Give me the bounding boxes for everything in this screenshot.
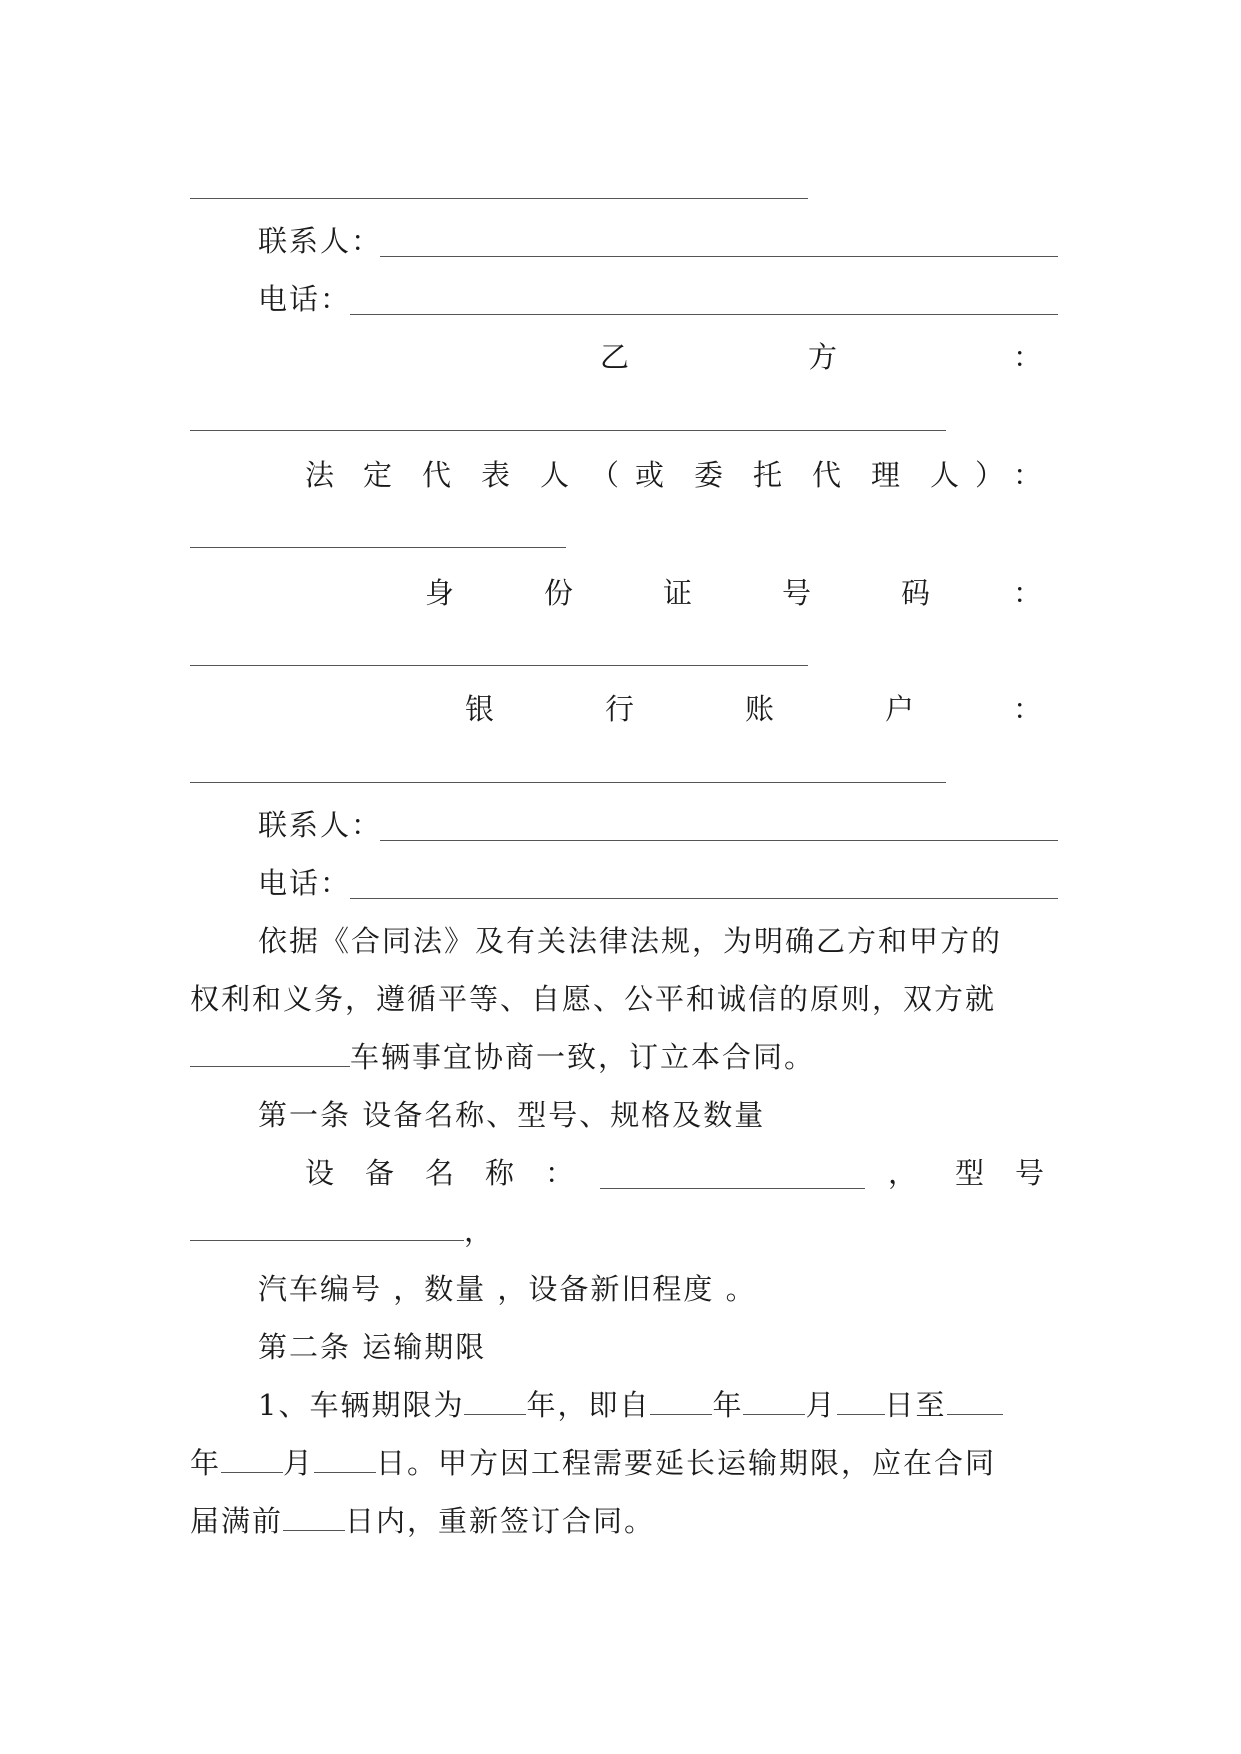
- party-a-phone-label: 电话：: [258, 282, 352, 316]
- party-b-phone-label: 电话：: [258, 866, 352, 900]
- renewal-days-blank: [283, 1506, 345, 1531]
- legal-rep-char: 或: [635, 458, 665, 492]
- id-number-char: 身: [425, 576, 455, 610]
- bank-account-blank: [190, 782, 946, 783]
- equipment-name-comma: ，: [888, 1156, 918, 1190]
- party-a-contact-line: [258, 212, 1058, 270]
- end-year-blank: [947, 1390, 1003, 1415]
- legal-rep-char: （: [590, 458, 620, 492]
- start-day-blank: [837, 1390, 885, 1415]
- model-char: 号: [1015, 1156, 1045, 1190]
- legal-rep-char: 托: [753, 458, 783, 492]
- legal-rep-char: 代: [812, 458, 842, 492]
- id-number-char: ：: [1013, 576, 1043, 610]
- party-b-phone-blank: [350, 898, 1058, 899]
- model-char: 型: [955, 1156, 985, 1190]
- end-month-blank: [221, 1448, 283, 1473]
- id-number-char: 证: [663, 576, 693, 610]
- equipment-name-char: 备: [365, 1156, 395, 1190]
- article-1-heading-text: 第一条 设备名称、型号、规格及数量: [258, 1098, 766, 1132]
- vehicle-info-text: 汽车编号 ，数量 ，设备新旧程度 。: [258, 1272, 757, 1306]
- party-b-contact-line: [258, 796, 1058, 854]
- equipment-name-char: 设: [305, 1156, 335, 1190]
- preamble-text-3: 车辆事宜协商一致，订立本合同。: [350, 1040, 816, 1074]
- article-2-heading-text: 第二条 运输期限: [258, 1330, 487, 1364]
- legal-rep-char: 表: [481, 458, 511, 492]
- preamble-line-1: [258, 912, 1058, 970]
- vehicle-info-line: [258, 1260, 1058, 1318]
- id-number-char: 码: [901, 576, 931, 610]
- id-number-char: 份: [544, 576, 574, 610]
- equipment-name-char: 名: [425, 1156, 455, 1190]
- term-line-3: [190, 1492, 1058, 1550]
- term-text: 日内，重新签订合同。: [345, 1504, 656, 1538]
- equipment-name-blank: [600, 1188, 865, 1189]
- legal-rep-char: 人: [540, 458, 570, 492]
- bank-account-char: 账: [745, 692, 775, 726]
- term-line-2: [190, 1434, 1058, 1492]
- party-b-title-char: ：: [1013, 340, 1043, 374]
- party-b-contact-label: 联系人：: [258, 808, 383, 842]
- equipment-name-char: ：: [545, 1156, 575, 1190]
- bank-account-char: 银: [465, 692, 495, 726]
- preamble-line-3: [190, 1028, 1058, 1086]
- vehicle-matter-blank: [190, 1042, 350, 1067]
- term-text: 月: [805, 1388, 837, 1422]
- article-1-heading: [258, 1086, 1058, 1144]
- legal-rep-char: 定: [363, 458, 393, 492]
- model-blank: [190, 1216, 464, 1241]
- term-text: 年: [190, 1446, 222, 1480]
- model-blank-line: [190, 1202, 1058, 1260]
- party-a-contact-blank: [380, 256, 1058, 257]
- term-text: 届满前: [190, 1504, 284, 1538]
- legal-rep-char: ）: [975, 458, 1005, 492]
- term-text: 年: [712, 1388, 744, 1422]
- model-trailing-comma: ，: [464, 1214, 496, 1248]
- party-a-phone-blank: [350, 314, 1058, 315]
- bank-account-char: 行: [605, 692, 635, 726]
- legal-rep-char: 法: [305, 458, 335, 492]
- bank-account-char: 户: [885, 692, 915, 726]
- preamble-line-2: [190, 970, 1058, 1028]
- term-line-1: [258, 1376, 1058, 1434]
- preamble-text-2: 权利和义务，遵循平等、自愿、公平和诚信的原则，双方就: [190, 982, 997, 1016]
- party-b-phone-line: [258, 854, 1058, 912]
- term-years-blank: [464, 1390, 526, 1415]
- id-number-blank: [190, 665, 808, 666]
- term-text: 年，即自: [526, 1388, 651, 1422]
- legal-rep-char: 人: [930, 458, 960, 492]
- term-text: 日。甲方因工程需要延长运输期限，应在合同: [376, 1446, 997, 1480]
- bank-account-char: ：: [1013, 692, 1043, 726]
- party-b-title-char: 乙: [600, 340, 630, 374]
- legal-rep-char: 代: [422, 458, 452, 492]
- party-a-contact-label: 联系人：: [258, 224, 383, 258]
- blank-line-top: [190, 198, 808, 199]
- legal-rep-blank: [190, 547, 566, 548]
- term-text: 月: [283, 1446, 315, 1480]
- start-year-blank: [650, 1390, 712, 1415]
- id-number-char: 号: [782, 576, 812, 610]
- end-day-blank: [314, 1448, 376, 1473]
- party-b-title-char: 方: [808, 340, 838, 374]
- party-b-name-blank: [190, 430, 946, 431]
- article-2-heading: [258, 1318, 1058, 1376]
- term-text: 日至: [884, 1388, 947, 1422]
- legal-rep-char: 理: [871, 458, 901, 492]
- term-text: 1、车辆期限为: [258, 1388, 465, 1422]
- equipment-name-char: 称: [485, 1156, 515, 1190]
- party-a-phone-line: [258, 270, 1058, 328]
- party-b-contact-blank: [380, 840, 1058, 841]
- start-month-blank: [743, 1390, 805, 1415]
- preamble-text-1: 依据《合同法》及有关法律法规，为明确乙方和甲方的: [258, 924, 1003, 958]
- legal-rep-char: 委: [694, 458, 724, 492]
- legal-rep-char: ：: [1013, 458, 1043, 492]
